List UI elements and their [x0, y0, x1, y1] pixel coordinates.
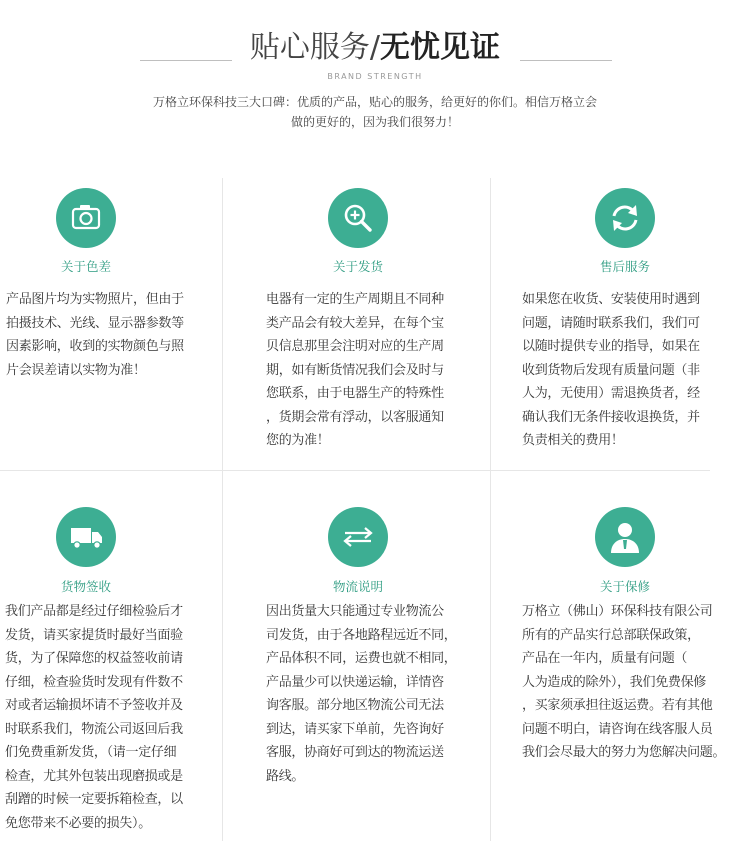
text-line: 负责相关的费用！ — [522, 433, 624, 448]
magnifier-plus-icon — [328, 188, 388, 248]
text-line: 类产品会有较大差异，在每个宝 — [266, 315, 444, 331]
text-line: 您的为准！ — [266, 433, 330, 448]
card-shipping — [222, 178, 490, 470]
card-text — [522, 288, 747, 453]
card-text — [522, 600, 750, 765]
text-line: 我们会尽最大的努力为您解决问题。 — [522, 745, 726, 760]
text-line: 以随时提供专业的指导，如果在 — [522, 339, 700, 354]
text-line: 收到货物后发现有质量问题（非 — [522, 362, 700, 378]
card-title: 关于保修 — [599, 579, 650, 594]
card-title: 售后服务 — [599, 259, 650, 274]
text-line: 产品量少可以快递运输，详情咨 — [266, 674, 444, 690]
exchange-arrows-icon — [328, 507, 388, 567]
text-line: 产品体积不同，运费也就不相同， — [266, 651, 457, 666]
card-warranty — [490, 470, 750, 841]
truck-icon — [56, 507, 116, 567]
text-line: 确认我们无条件接收退换货，并 — [522, 409, 700, 425]
text-line: 您联系，由于电器生产的特殊性 — [266, 386, 444, 401]
text-line: 如果您在收货、安装使用时遇到 — [522, 292, 700, 307]
text-line: 检查，尤其外包装出现磨损或是 — [5, 768, 183, 784]
text-line: 期，如有断货情况我们会及时与 — [266, 362, 444, 378]
text-line: 货，为了保障您的权益签收前请 — [5, 651, 183, 666]
camera-icon — [56, 188, 116, 248]
text-line: 对或者运输损坏请不予签收并及 — [5, 698, 183, 713]
text-line: 询客服。部分地区物流公司无法 — [266, 698, 444, 713]
text-line: 刮蹭的时候一定要拆箱检查，以 — [5, 792, 183, 807]
text-line: 到达，请买家下单前，先咨询好 — [266, 721, 444, 737]
page-subtitle: BRAND STRENGTH — [327, 72, 423, 81]
header — [0, 0, 750, 170]
card-text — [266, 600, 488, 788]
text-line: 电器有一定的生产周期且不同种 — [266, 292, 444, 307]
title-light: 贴心服务/ — [249, 30, 381, 65]
text-line: 仔细，检查验货时发现有件数不 — [5, 674, 183, 690]
service-grid — [0, 178, 750, 841]
text-line: 贝信息那里会注明对应的生产周 — [266, 339, 444, 354]
text-line: 发货，请买家提货时最好当面验 — [5, 627, 183, 643]
card-text — [6, 288, 216, 382]
text-line: 路线。 — [266, 768, 305, 784]
page-title — [0, 28, 750, 68]
card-title: 货物签收 — [60, 579, 111, 594]
service-person-icon — [595, 507, 655, 567]
text-line: 问题不明白，请咨询在线客服人员 — [522, 721, 713, 737]
text-line: 万格立（佛山）环保科技有限公司 — [522, 604, 713, 619]
card-color-difference — [0, 178, 222, 470]
text-line: 时联系我们，物流公司返回后我 — [5, 721, 183, 737]
text-line: 产品在一年内，质量有问题（ — [522, 651, 688, 666]
text-line: 拍摄技术、光线、显示器参数等 — [6, 315, 184, 331]
text-line: 司发货，由于各地路程远近不同， — [266, 627, 457, 643]
card-title: 物流说明 — [332, 579, 383, 594]
card-title: 关于色差 — [60, 259, 111, 274]
text-line: 人为，无使用）需退换货者，经 — [522, 386, 700, 401]
text-line: 产品图片均为实物照片，但由于 — [6, 292, 184, 307]
text-line: 片会误差请以实物为准！ — [6, 362, 146, 378]
intro-text: 万格立环保科技三大口碑：优质的产品，贴心的服务，给更好的你们。相信万格立会做的更好的，因为我们很努力！ — [152, 95, 597, 129]
refresh-icon — [595, 188, 655, 248]
card-receipt — [0, 470, 222, 841]
text-line: 们免费重新发货，（请一定仔细 — [5, 745, 177, 760]
text-line: ，货期会常有浮动，以客服通知 — [266, 409, 444, 425]
text-line: 因出货量大只能通过专业物流公 — [266, 604, 444, 619]
text-line: 我们产品都是经过仔细检验后才 — [5, 604, 183, 619]
text-line: 人为造成的除外），我们免费保修 — [522, 674, 707, 690]
card-text — [5, 600, 220, 835]
card-title: 关于发货 — [332, 259, 383, 274]
title-bold: 无忧见证 — [380, 30, 501, 65]
card-text — [266, 288, 486, 453]
text-line: 因素影响，收到的实物颜色与照 — [6, 339, 184, 354]
text-line: 所有的产品实行总部联保政策， — [522, 627, 700, 643]
card-logistics — [222, 470, 490, 841]
text-line: 问题，请随时联系我们，我们可 — [522, 315, 700, 331]
card-after-sales — [490, 178, 750, 470]
text-line: 免您带来不必要的损失）。 — [5, 815, 151, 831]
text-line: ，买家须承担往返运费。若有其他 — [522, 698, 713, 713]
text-line: 客服，协商好可到达的物流运送 — [266, 745, 444, 760]
